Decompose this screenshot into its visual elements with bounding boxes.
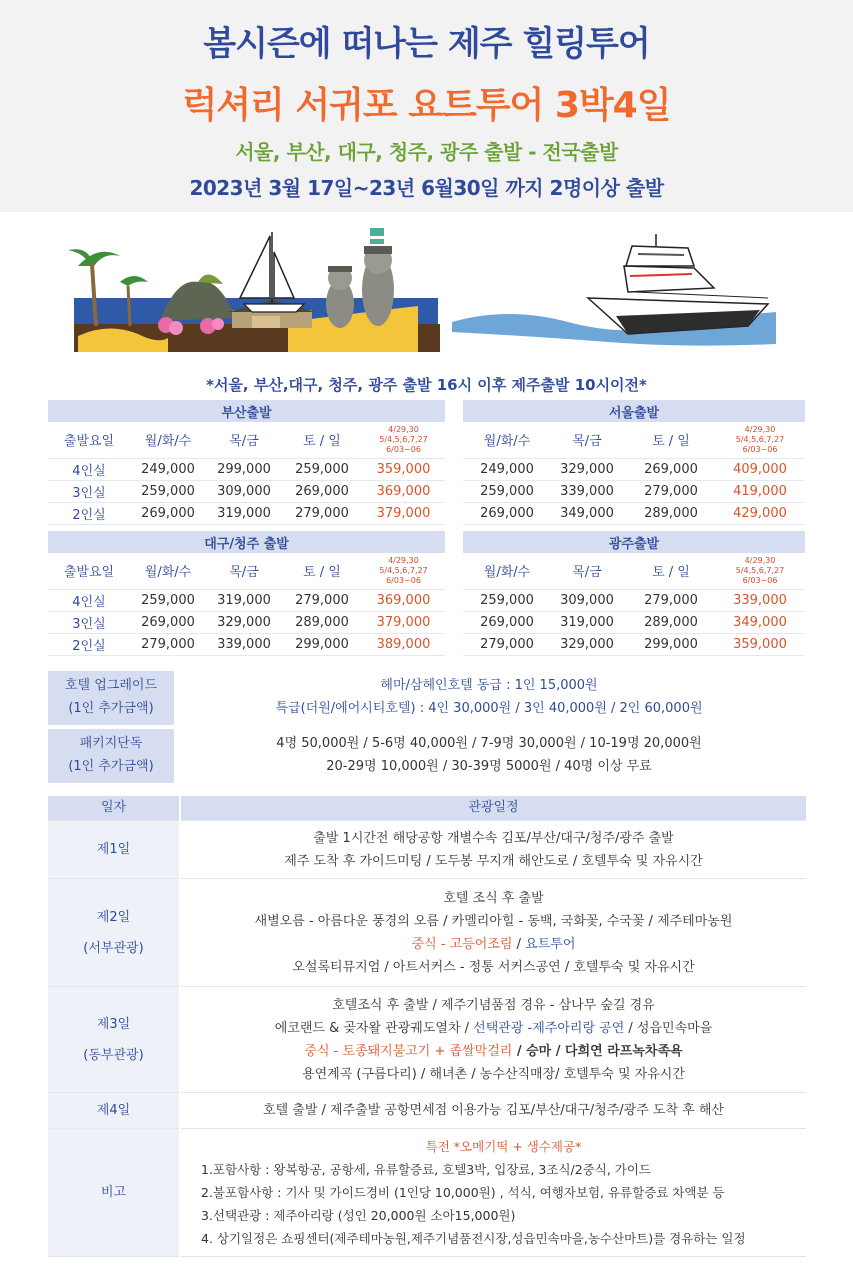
price-cell: 279,000 bbox=[282, 589, 362, 611]
table-row bbox=[463, 589, 805, 611]
jeju-landscape-icon bbox=[68, 228, 440, 352]
col-header: 월/화/수 bbox=[130, 553, 206, 589]
day-plan: 출발 1시간전 해당공항 개별수속 김포/부산/대구/청주/광주 출발 제주 도착 후 가이드미팅 / 도두봉 무지개 해안도로 / 호텔투숙 및 자유시간 bbox=[180, 821, 806, 879]
col-header: 목/금 bbox=[206, 553, 282, 589]
price-cell: 259,000 bbox=[467, 589, 547, 611]
peak-dates: 4/29,30 5/4,5,6,7,27 6/03~06 bbox=[362, 422, 445, 458]
peak-price-cell: 339,000 bbox=[715, 589, 805, 611]
peak-price-cell: 369,000 bbox=[362, 589, 445, 611]
price-cell: 259,000 bbox=[130, 589, 206, 611]
hotel-upgrade-section bbox=[48, 671, 804, 725]
day-label: 제1일 bbox=[48, 821, 180, 879]
peak-price-cell: 379,000 bbox=[362, 502, 445, 524]
table-title: 대구/청주 출발 bbox=[48, 531, 445, 553]
col-header: 목/금 bbox=[547, 553, 627, 589]
itinerary-remarks bbox=[48, 1129, 806, 1257]
remark-item: 3.선택관광 : 제주아리랑 (성인 20,000원 소아15,000원) bbox=[201, 1208, 516, 1223]
itinerary-header bbox=[48, 796, 806, 821]
private-package-section bbox=[48, 729, 804, 783]
col-header-day: 일자 bbox=[48, 796, 180, 821]
price-cell: 279,000 bbox=[627, 589, 715, 611]
price-cell: 289,000 bbox=[627, 502, 715, 524]
price-cell: 249,000 bbox=[130, 458, 206, 480]
row-label: 2인실 bbox=[48, 502, 130, 524]
price-cell: 329,000 bbox=[547, 458, 627, 480]
price-cell: 349,000 bbox=[547, 502, 627, 524]
itinerary-day4 bbox=[48, 1093, 806, 1129]
price-table-busan bbox=[48, 400, 445, 525]
price-cell: 269,000 bbox=[627, 458, 715, 480]
peak-dates: 4/29,30 5/4,5,6,7,27 6/03~06 bbox=[715, 553, 805, 589]
peak-price-cell: 429,000 bbox=[715, 502, 805, 524]
row-label: 3인실 bbox=[48, 611, 130, 633]
price-cell: 249,000 bbox=[467, 458, 547, 480]
price-cell: 339,000 bbox=[547, 480, 627, 502]
price-table-gwangju bbox=[463, 531, 805, 656]
hotel-upgrade-label: 호텔 업그레이드 (1인 추가금액) bbox=[48, 671, 174, 725]
price-cell: 289,000 bbox=[282, 611, 362, 633]
remark-item: 4. 상기일정은 쇼핑센터(제주테마농원,제주기념품전시장,성읍민속마을,농수산마트)를 경유하는 일정 bbox=[201, 1231, 746, 1246]
table-row bbox=[463, 502, 805, 524]
price-cell: 299,000 bbox=[627, 633, 715, 655]
col-header-plan: 관광일정 bbox=[180, 796, 806, 821]
peak-dates: 4/29,30 5/4,5,6,7,27 6/03~06 bbox=[715, 422, 805, 458]
price-cell: 279,000 bbox=[130, 633, 206, 655]
private-package-prices: 4명 50,000원 / 5-6명 40,000원 / 7-9명 30,000원 / 10-19명 20,000원 20-29명 10,000원 / 30-39명 5000원 / 40명 이상 무료 bbox=[276, 736, 702, 774]
col-header: 출발요일 bbox=[48, 422, 130, 458]
peak-price-cell: 369,000 bbox=[362, 480, 445, 502]
lunch-highlight: 중식 - 고등어조림 bbox=[411, 936, 513, 952]
price-cell: 319,000 bbox=[206, 502, 282, 524]
col-header: 출발요일 bbox=[48, 553, 130, 589]
itinerary-day1 bbox=[48, 821, 806, 879]
table-row bbox=[48, 458, 445, 480]
table-row bbox=[463, 458, 805, 480]
peak-price-cell: 359,000 bbox=[715, 633, 805, 655]
bonus-note: 특전 *오메기떡 + 생수제공* bbox=[425, 1139, 582, 1154]
col-header: 토 / 일 bbox=[282, 553, 362, 589]
price-cell: 279,000 bbox=[467, 633, 547, 655]
peak-price-cell: 379,000 bbox=[362, 611, 445, 633]
peak-price-cell: 349,000 bbox=[715, 611, 805, 633]
col-header: 월/화/수 bbox=[130, 422, 206, 458]
price-cell: 279,000 bbox=[282, 502, 362, 524]
hero-banner bbox=[0, 0, 853, 212]
col-header: 목/금 bbox=[547, 422, 627, 458]
table-row bbox=[48, 502, 445, 524]
peak-price-cell: 419,000 bbox=[715, 480, 805, 502]
row-label: 2인실 bbox=[48, 633, 130, 655]
day-label: 제3일 (동부관광) bbox=[48, 987, 180, 1093]
price-cell: 259,000 bbox=[467, 480, 547, 502]
hero-title: 봄시즌에 떠나는 제주 힐링투어 bbox=[203, 24, 650, 64]
peak-dates: 4/29,30 5/4,5,6,7,27 6/03~06 bbox=[362, 553, 445, 589]
day-label: 제2일 (서부관광) bbox=[48, 879, 180, 987]
table-row bbox=[463, 633, 805, 655]
price-cell: 269,000 bbox=[467, 502, 547, 524]
price-cell: 269,000 bbox=[282, 480, 362, 502]
row-label: 4인실 bbox=[48, 589, 130, 611]
table-title: 부산출발 bbox=[48, 400, 445, 422]
departure-time-note: *서울, 부산,대구, 청주, 광주 출발 16시 이후 제주출발 10시이전* bbox=[206, 376, 647, 394]
col-header: 토 / 일 bbox=[627, 422, 715, 458]
yacht-icon bbox=[452, 234, 776, 346]
price-cell: 259,000 bbox=[282, 458, 362, 480]
table-title: 서울출발 bbox=[463, 400, 805, 422]
col-header: 월/화/수 bbox=[467, 422, 547, 458]
day-plan: 호텔 조식 후 출발 새별오름 - 아름다운 풍경의 오름 / 카멜리아힐 - 동백, 국화꽃, 수국꽃 / 제주테마농원 중식 - 고등어조림 / 요트투어 오설록티뮤지엄 / 아트서커스 - 정통 서커스공연 / 호텔투숙 및 자유시간 bbox=[180, 879, 806, 987]
optional-tour-highlight: 선택관광 -제주아리랑 공연 bbox=[473, 1020, 625, 1036]
price-cell: 269,000 bbox=[130, 502, 206, 524]
price-cell: 329,000 bbox=[206, 611, 282, 633]
col-header: 토 / 일 bbox=[282, 422, 362, 458]
peak-price-cell: 359,000 bbox=[362, 458, 445, 480]
price-cell: 309,000 bbox=[206, 480, 282, 502]
illustration bbox=[48, 226, 788, 376]
table-row bbox=[48, 611, 445, 633]
price-cell: 319,000 bbox=[206, 589, 282, 611]
price-cell: 299,000 bbox=[206, 458, 282, 480]
itinerary-table bbox=[48, 796, 806, 1257]
row-label: 4인실 bbox=[48, 458, 130, 480]
lunch-highlight: 중식 - 토종돼지불고기 + 좁쌀막걸리 bbox=[304, 1043, 513, 1059]
col-header: 목/금 bbox=[206, 422, 282, 458]
day-label: 제4일 bbox=[48, 1093, 180, 1129]
remarks-content bbox=[180, 1129, 806, 1257]
row-label: 3인실 bbox=[48, 480, 130, 502]
hero-departures: 서울, 부산, 대구, 청주, 광주 출발 - 전국출발 bbox=[235, 140, 618, 164]
hotel-upgrade-prices: 헤마/삼헤인호텔 동급 : 1인 15,000원 특급(더원/에어시티호텔) : 4인 30,000원 / 3인 40,000원 / 2인 60,000원 bbox=[275, 678, 703, 716]
table-row bbox=[48, 633, 445, 655]
col-header: 월/화/수 bbox=[467, 553, 547, 589]
day-plan: 호텔 출발 / 제주출발 공항면세점 이용가능 김포/부산/대구/청주/광주 도착 후 해산 bbox=[180, 1093, 806, 1129]
peak-price-cell: 389,000 bbox=[362, 633, 445, 655]
hero-period: 2023년 3월 17일~23년 6월30일 까지 2명이상 출발 bbox=[189, 176, 664, 200]
price-cell: 269,000 bbox=[130, 611, 206, 633]
table-row bbox=[463, 480, 805, 502]
remarks-label: 비고 bbox=[48, 1129, 180, 1257]
price-cell: 299,000 bbox=[282, 633, 362, 655]
price-cell: 279,000 bbox=[627, 480, 715, 502]
itinerary-day2 bbox=[48, 879, 806, 987]
col-header: 토 / 일 bbox=[627, 553, 715, 589]
table-row bbox=[48, 589, 445, 611]
price-cell: 339,000 bbox=[206, 633, 282, 655]
price-cell: 259,000 bbox=[130, 480, 206, 502]
private-package-label: 패키지단독 (1인 추가금액) bbox=[48, 729, 174, 783]
remark-item: 1.포함사항 : 왕복항공, 공항세, 유류할증료, 호텔3박, 입장료, 3조식/2중식, 가이드 bbox=[201, 1162, 652, 1177]
price-cell: 289,000 bbox=[627, 611, 715, 633]
itinerary-day3 bbox=[48, 987, 806, 1093]
price-table-seoul bbox=[463, 400, 805, 525]
price-table-daegu-cheongju bbox=[48, 531, 445, 656]
day-plan: 호텔조식 후 출발 / 제주기념품점 경유 - 삼나무 숲길 경유 에코랜드 & 곶자왈 관광궤도열차 / 선택관광 -제주아리랑 공연 / 성읍민속마을 중식 - 토종돼지불고기 + 좁쌀막걸리 / 승마 / 다희연 라프녹차족욕 용연계곡 (구름다리) / 해녀촌 / 농수산직매장/ 호텔투숙 및 자유시간 bbox=[180, 987, 806, 1093]
hero-subtitle: 럭셔리 서귀포 요트투어 3박4일 bbox=[182, 85, 671, 126]
table-row bbox=[463, 611, 805, 633]
remark-item: 2.불포함사항 : 기사 및 가이드경비 (1인당 10,000원) , 석식, 여행자보험, 유류할증료 차액분 등 bbox=[201, 1185, 725, 1200]
table-row bbox=[48, 480, 445, 502]
peak-price-cell: 409,000 bbox=[715, 458, 805, 480]
price-cell: 319,000 bbox=[547, 611, 627, 633]
table-title: 광주출발 bbox=[463, 531, 805, 553]
price-cell: 329,000 bbox=[547, 633, 627, 655]
price-cell: 269,000 bbox=[467, 611, 547, 633]
price-cell: 309,000 bbox=[547, 589, 627, 611]
yacht-tour-highlight: 요트투어 bbox=[525, 936, 576, 952]
